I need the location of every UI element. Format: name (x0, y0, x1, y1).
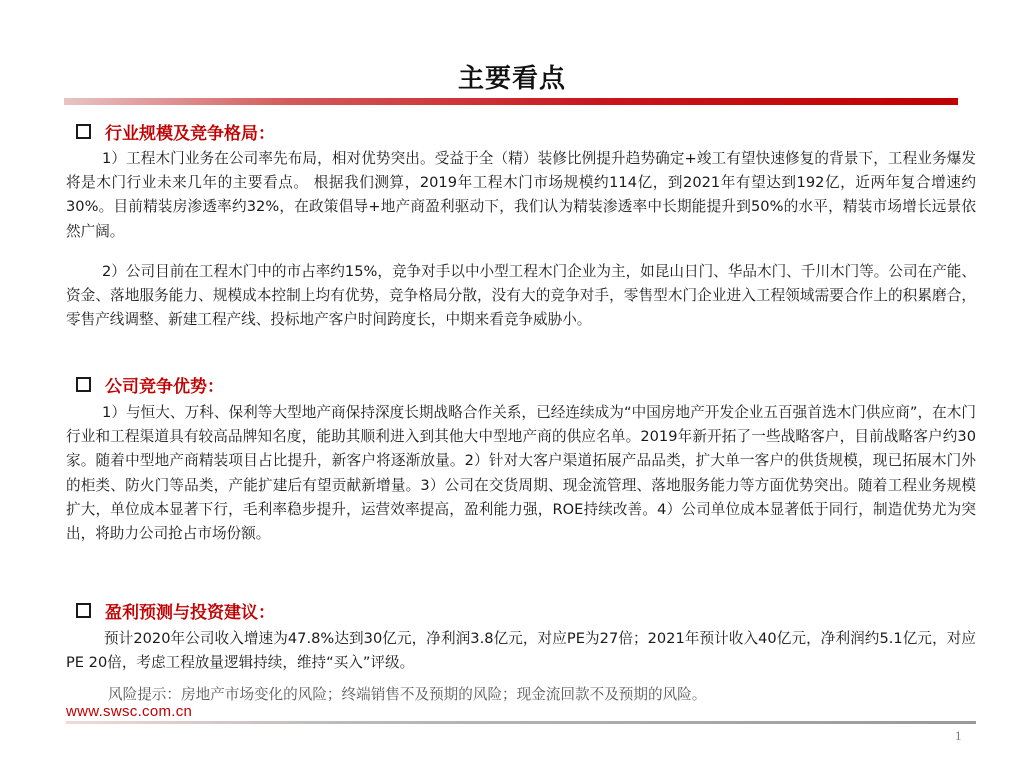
risk-warning: 风险提示：房地产市场变化的风险；终端销售不及预期的风险；现金流回款不及预期的风险。 (108, 686, 707, 703)
page-title: 主要看点 (457, 64, 566, 94)
footer-divider (66, 721, 976, 724)
checkbox-bullet-icon (76, 377, 91, 392)
page-number: 1 (955, 728, 962, 743)
section-heading-industry (76, 118, 275, 144)
paragraph-industry-1: 1）工程木门业务在公司率先布局，相对优势突出。受益于全（精）装修比例提升趋势确定+竣工有望快速修复的背景下，工程业务爆发将是木门行业未来几年的主要看点。 根据我们测算，2019年工程木门市场规模约114亿，到2021年有望达到192亿，近两年复合增速约30%。目前精装房渗透率约32%，在政策倡导+地产商盈利驱动下，我们认为精装渗透率中长期能提升到50%的水平，精装市场增长远景依然广阔。 (66, 150, 976, 240)
paragraph-industry-2: 2）公司目前在工程木门中的市占率约15%，竞争对手以中小型工程木门企业为主，如昆山日门、华品木门、千川木门等。公司在产能、资金、落地服务能力、规模成本控制上均有优势，竞争格局分散，没有大的竞争对手，零售型木门企业进入工程领域需要合作上的积累磨合，零售产线调整、新建工程产线、投标地产客户时间跨度长，中期来看竞争威胁小。 (66, 263, 976, 329)
paragraph-forecast: 预计2020年公司收入增速为47.8%达到30亿元，净利润3.8亿元，对应PE为27倍；2021年预计收入40亿元，净利润约5.1亿元，对应PE 20倍，考虑工程放量逻辑持续，维持“买入”评级。 (66, 630, 976, 672)
section-heading-forecast (76, 597, 275, 623)
section-heading-text: 盈利预测与投资建议： (105, 602, 275, 623)
section-heading-advantage (76, 371, 224, 397)
section-heading-text: 公司竞争优势： (105, 376, 224, 397)
paragraph-advantage: 1）与恒大、万科、保利等大型地产商保持深度长期战略合作关系，已经连续成为“中国房地产开发企业五百强首选木门供应商”，在木门行业和工程渠道具有较高品牌知名度，能助其顺利进入到其他大中型地产商的供应名单。2019年新开拓了一些战略客户，目前战略客户约30家。随着中型地产商精装项目占比提升，新客户将逐渐放量。2）针对大客户渠道拓展产品品类，扩大单一客户的供货规模，现已拓展木门外的柜类、防火门等品类，产能扩建后有望贡献新增量。3）公司在交货周期、现金流管理、落地服务能力等方面优势突出。随着工程业务规模扩大，单位成本显著下行，毛利率稳步提升，运营效率提高，盈利能力强，ROE持续改善。4）公司单位成本显著低于同行，制造优势尤为突出，将助力公司抢占市场份额。 (66, 404, 976, 543)
checkbox-bullet-icon (76, 124, 91, 139)
title-divider (64, 98, 958, 105)
section-heading-text: 行业规模及竞争格局： (105, 123, 275, 144)
website-link[interactable]: www.swsc.com.cn (66, 703, 193, 720)
checkbox-bullet-icon (76, 603, 91, 618)
